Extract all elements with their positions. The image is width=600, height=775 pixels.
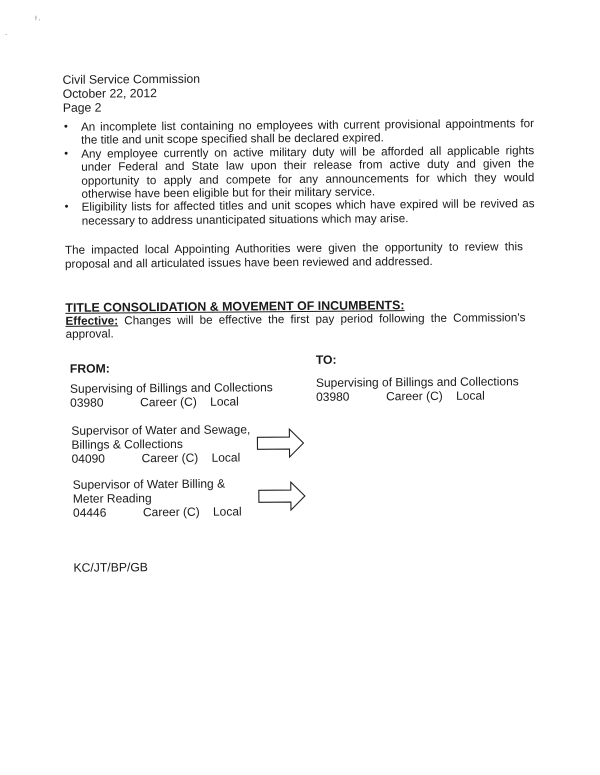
bullet-text: Eligibility lists for affected titles and unit scopes which have expired will be revived as necessary to address unanticipated situations which may arise.: [81, 197, 535, 228]
title-class: Career (C): [386, 388, 443, 404]
bullet-text: Any employee currently on active military duty will be afforded all applicable rights under Federal and State law upon their release from active duty and given the opportunity to apply and compete for any announcements for which they would otherwise have been eligible but for their military service.: [81, 143, 535, 201]
code-row: [316, 389, 519, 404]
bullet-list: [64, 117, 535, 228]
title-code: 03980: [316, 389, 350, 404]
to-heading: TO:: [315, 352, 337, 367]
title-line: Supervising of Billings and Collections: [69, 380, 273, 396]
code-row: [72, 451, 251, 466]
title-code: 04090: [71, 451, 105, 466]
bullet-icon: •: [63, 120, 68, 133]
list-item: [65, 198, 535, 229]
list-item: [64, 117, 534, 148]
title-scope: Local: [212, 504, 242, 519]
title-code: 04446: [72, 505, 107, 520]
review-paragraph: The impacted local Appointing Authorities were given the opportunity to review this proposal and all articulated issues have been reviewed and addressed.: [64, 240, 523, 271]
title-line: Billings & Collections: [71, 436, 183, 452]
effective-paragraph: [65, 311, 525, 341]
from-heading: FROM:: [69, 361, 110, 376]
title-class: Career (C): [140, 394, 197, 410]
title-line: Supervisor of Water Billing &: [72, 476, 226, 492]
to-entry: [316, 375, 519, 404]
section-title: TITLE CONSOLIDATION & MOVEMENT OF INCUMBENTS:: [65, 298, 405, 315]
title-code: 03980: [70, 395, 104, 410]
title-line: Supervising of Billings and Collections: [315, 374, 519, 390]
scan-mark: f ,: [35, 16, 41, 23]
title-line: Meter Reading: [72, 490, 152, 506]
title-scope: Local: [210, 394, 239, 409]
bullet-icon: •: [64, 147, 69, 160]
from-entry: [70, 381, 273, 410]
right-arrow-icon: [258, 481, 306, 511]
title-class: Career (C): [141, 450, 199, 465]
bullet-icon: •: [64, 201, 69, 214]
code-row: [70, 395, 273, 410]
title-scope: Local: [211, 450, 241, 465]
code-row: [73, 505, 242, 520]
effective-label: Effective:: [65, 314, 119, 328]
scan-mark: -: [5, 32, 8, 39]
header-page-number: Page 2: [62, 100, 102, 115]
right-arrow-icon: [256, 428, 304, 458]
title-scope: Local: [456, 388, 485, 403]
author-initials: KC/JT/BP/GB: [73, 560, 148, 575]
title-class: Career (C): [142, 504, 200, 519]
title-line: Supervisor of Water and Sewage,: [71, 422, 251, 438]
effective-text: Changes will be effective the first pay period following the Commission's approval.: [65, 311, 526, 342]
header-recipient: Civil Service Commission: [62, 71, 201, 87]
from-entry: [73, 477, 242, 520]
bullet-text: An incomplete list containing no employees with current provisional appointments for the title and unit scope specified shall be declared expired.: [80, 117, 534, 148]
from-entry: [71, 423, 250, 466]
header-date: October 22, 2012: [62, 86, 157, 101]
list-item: [64, 144, 534, 201]
